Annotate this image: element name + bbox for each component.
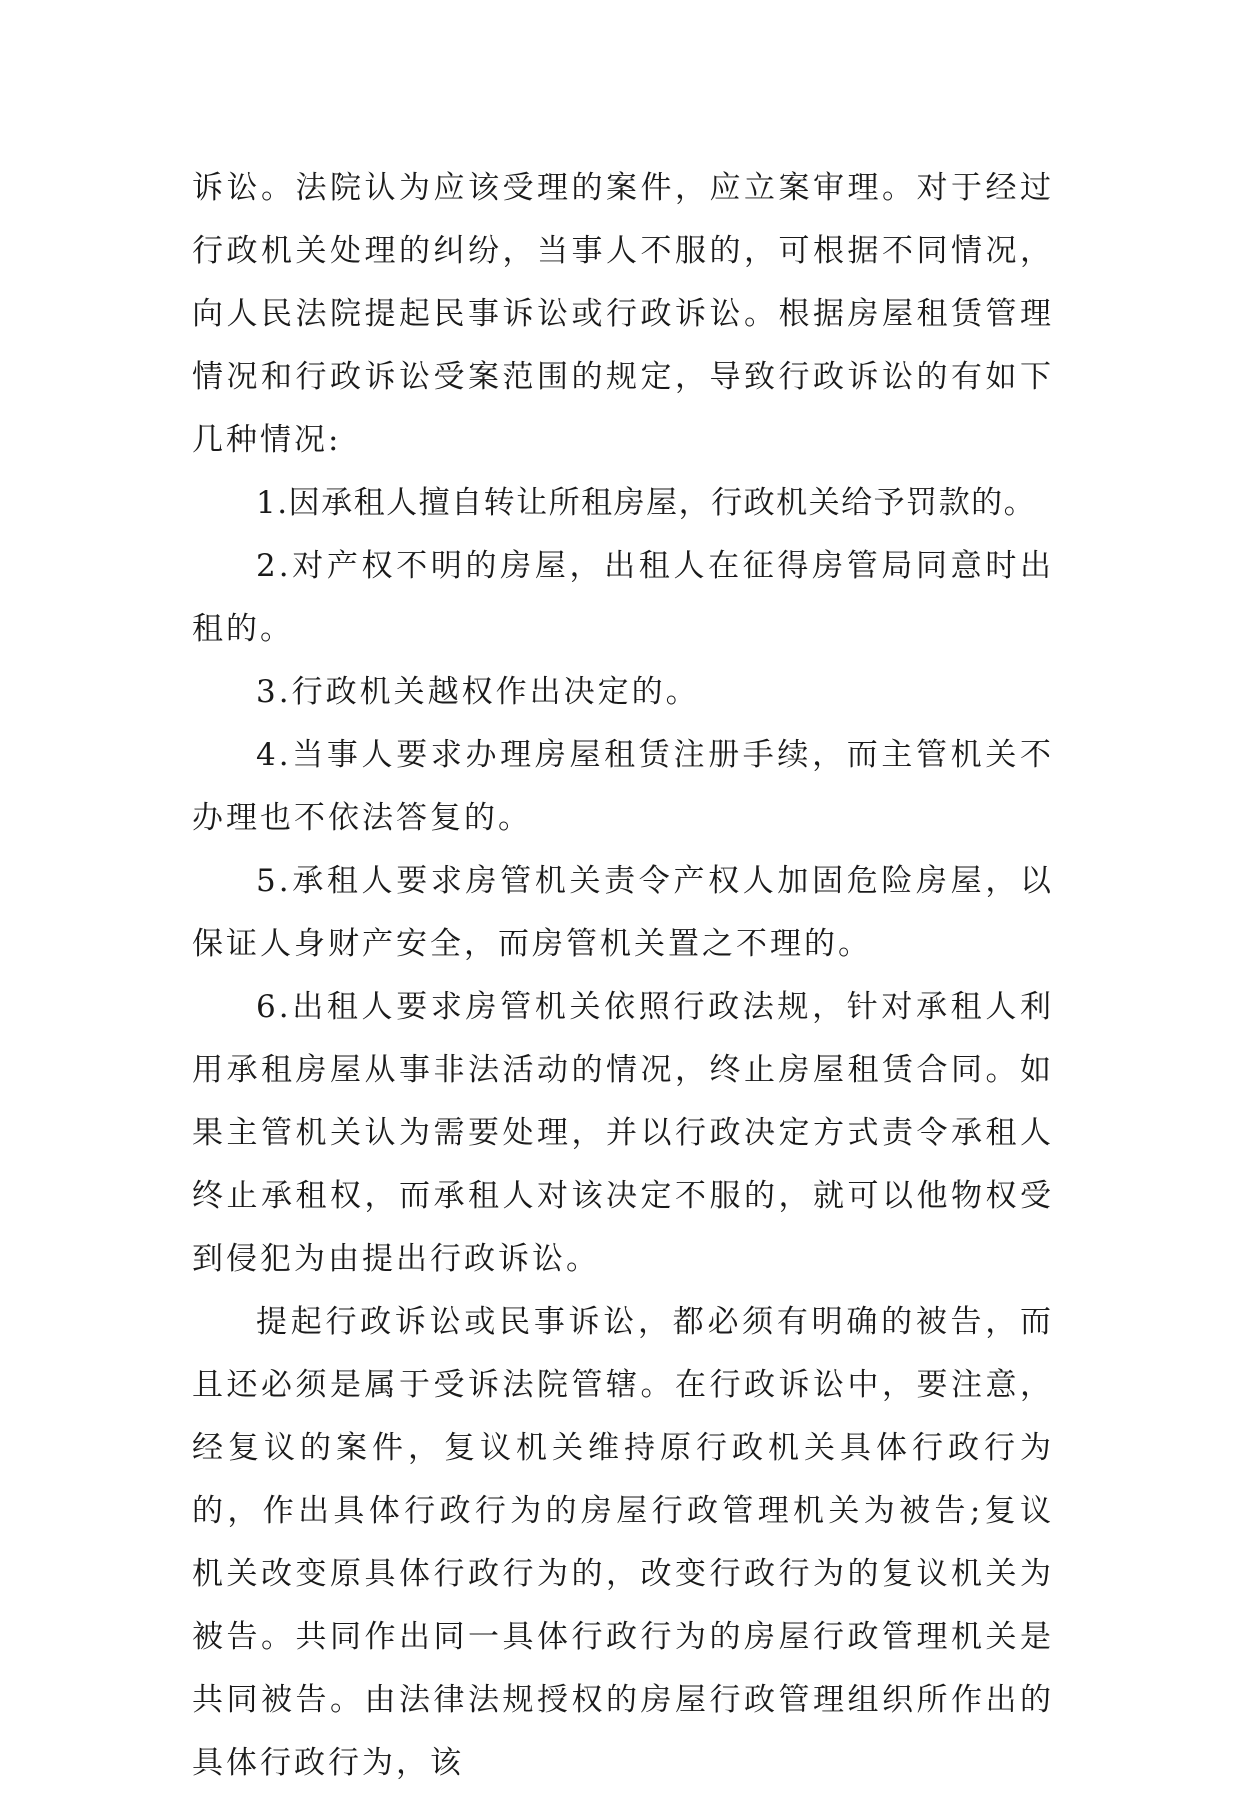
list-item-2: 2.对产权不明的房屋，出租人在征得房管局同意时出租的。	[192, 548, 1054, 647]
list-item-5: 5.承租人要求房管机关责令产权人加固危险房屋，以保证人身财产安全，而房管机关置之不理的。	[192, 863, 1054, 962]
paragraph-intro: 诉讼。法院认为应该受理的案件，应立案审理。对于经过行政机关处理的纠纷，当事人不服的，可根据不同情况，向人民法院提起民事诉讼或行政诉讼。根据房屋租赁管理情况和行政诉讼受案范围的规定，导致行政诉讼的有如下几种情况:	[192, 170, 1054, 458]
list-item-1: 1.因承租人擅自转让所租房屋，行政机关给予罚款的。	[256, 485, 1037, 521]
document-body	[192, 157, 1054, 1795]
paragraph-defendant: 提起行政诉讼或民事诉讼，都必须有明确的被告，而且还必须是属于受诉法院管辖。在行政诉讼中，要注意，经复议的案件，复议机关维持原行政机关具体行政行为的，作出具体行政行为的房屋行政管理机关为被告;复议机关改变原具体行政行为的，改变行政行为的复议机关为被告。共同作出同一具体行政行为的房屋行政管理机关是共同被告。由法律法规授权的房屋行政管理组织所作出的具体行政行为，该	[192, 1304, 1054, 1781]
list-item-3: 3.行政机关越权作出决定的。	[256, 674, 700, 710]
list-item-4: 4.当事人要求办理房屋租赁注册手续，而主管机关不办理也不依法答复的。	[192, 737, 1054, 836]
list-item-6: 6.出租人要求房管机关依照行政法规，针对承租人利用承租房屋从事非法活动的情况，终止房屋租赁合同。如果主管机关认为需要处理，并以行政决定方式责令承租人终止承租权，而承租人对该决定不服的，就可以他物权受到侵犯为由提出行政诉讼。	[192, 989, 1054, 1277]
